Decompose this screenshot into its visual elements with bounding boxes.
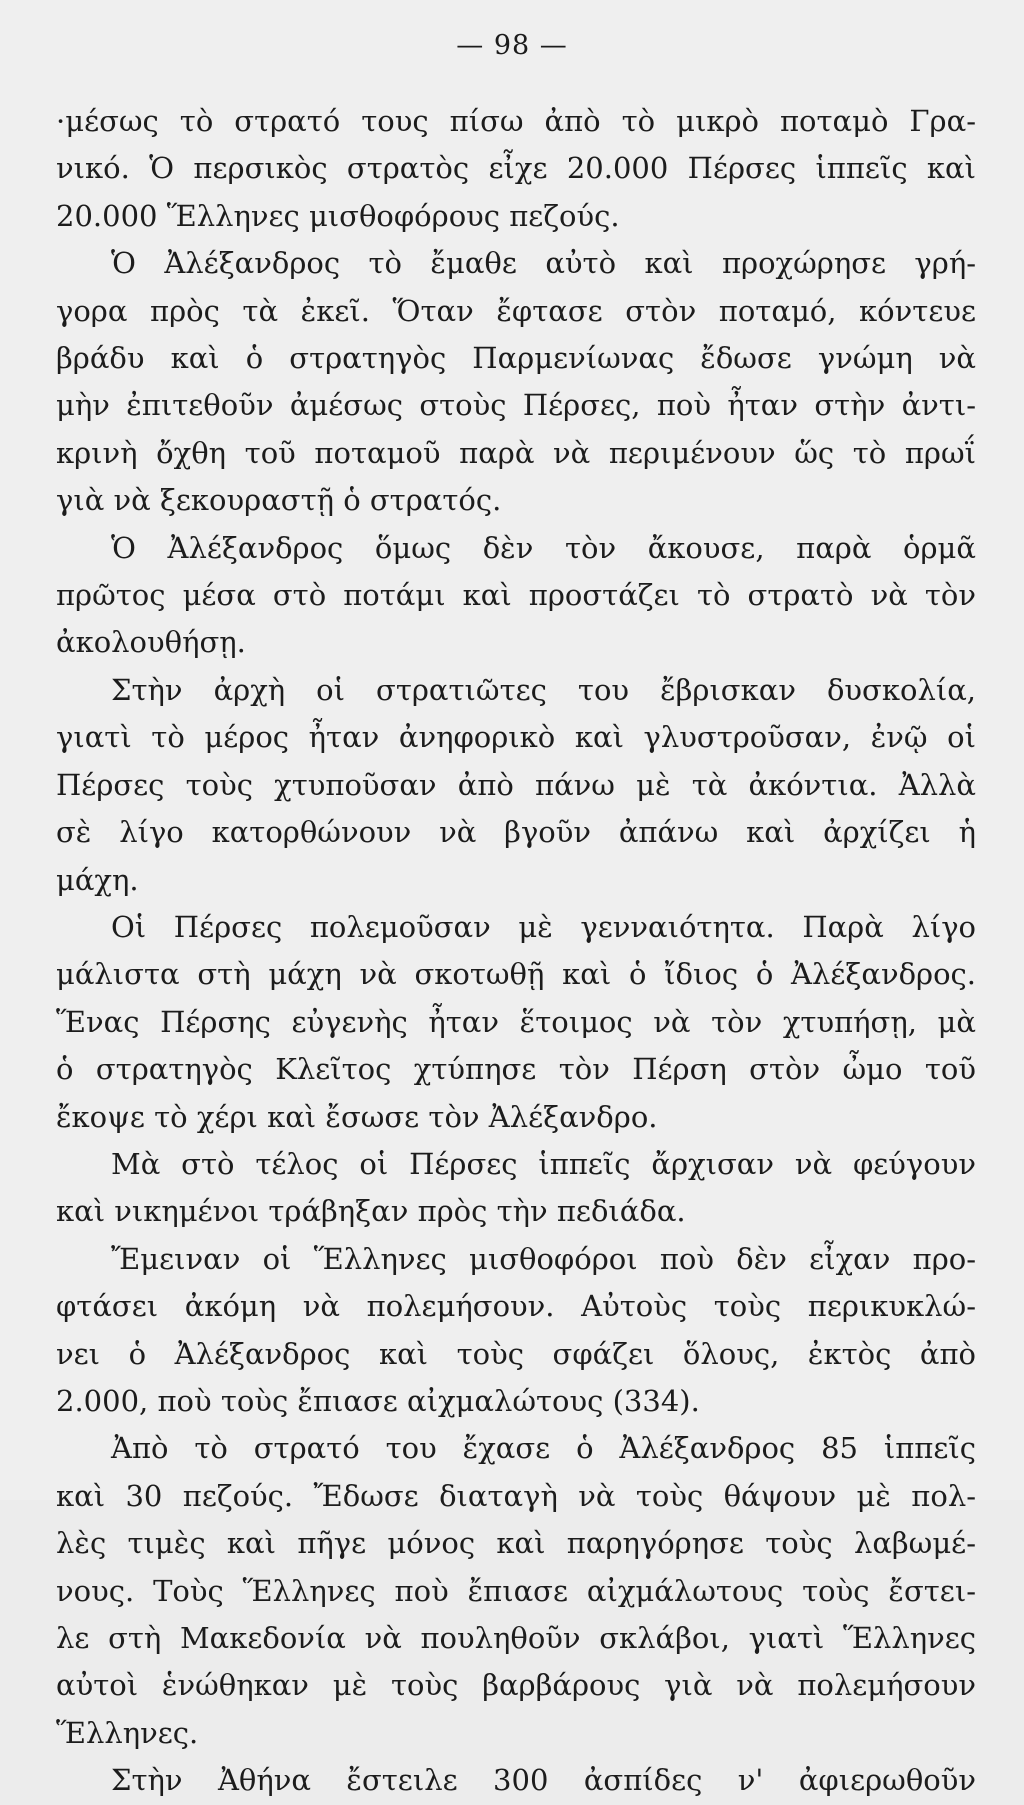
text-line: γιατὶ τὸ μέρος ἦταν ἀνηφορικὸ καὶ γλυστροῦσαν, ἐνῷ οἱ xyxy=(56,720,976,755)
text-line: σὲ λίγο κατορθώνουν νὰ βγοῦν ἀπάνω καὶ ἀρχίζει ἡ xyxy=(56,815,976,850)
text-line: γορα πρὸς τὰ ἐκεῖ. Ὅταν ἔφτασε στὸν ποταμό, κόντευε xyxy=(56,293,976,328)
text-line: Ἕλληνες. xyxy=(56,1715,199,1750)
page-number: — 98 — xyxy=(456,30,568,61)
text-line: μὴν ἐπιτεθοῦν ἀμέσως στοὺς Πέρσες, ποὺ ἦταν στὴν ἀντι- xyxy=(56,388,976,423)
text-line: νους. Τοὺς Ἕλληνες ποὺ ἔπιασε αἰχμάλωτους τοὺς ἔστει- xyxy=(56,1573,976,1608)
text-line: Ἕνας Πέρσης εὐγενὴς ἦταν ἕτοιμος νὰ τὸν χτυπήσῃ, μὰ xyxy=(56,1004,976,1039)
text-line: φτάσει ἀκόμη νὰ πολεμήσουν. Αὐτοὺς τοὺς περικυκλώ- xyxy=(56,1289,976,1324)
body-text xyxy=(56,98,976,1805)
text-line: Μὰ στὸ τέλος οἱ Πέρσες ἱππεῖς ἄρχισαν νὰ φεύγουν xyxy=(111,1146,976,1181)
text-line: πρῶτος μέσα στὸ ποτάμι καὶ προστάζει τὸ στρατὸ νὰ τὸν xyxy=(56,578,976,613)
text-line: νικό. Ὁ περσικὸς στρατὸς εἶχε 20.000 Πέρσες ἱππεῖς καὶ xyxy=(56,151,976,186)
text-line: 2.000, ποὺ τοὺς ἔπιασε αἰχμαλώτους (334). xyxy=(56,1383,700,1418)
text-line: Ὁ Ἀλέξανδρος ὅμως δὲν τὸν ἄκουσε, παρὰ ὁρμᾶ xyxy=(111,530,976,565)
text-line: Ἀπὸ τὸ στρατό του ἔχασε ὁ Ἀλέξανδρος 85 ἱππεῖς xyxy=(111,1431,976,1466)
text-line: 20.000 Ἕλληνες μισθοφόρους πεζούς. xyxy=(56,198,620,233)
text-line: καὶ 30 πεζούς. Ἔδωσε διαταγὴ νὰ τοὺς θάψουν μὲ πολ- xyxy=(56,1478,976,1513)
text-line: βράδυ καὶ ὁ στρατηγὸς Παρμενίωνας ἔδωσε γνώμη νὰ xyxy=(56,341,976,376)
text-line: Στὴν ἀρχὴ οἱ στρατιῶτες του ἔβρισκαν δυσκολία, xyxy=(111,672,976,707)
text-line: ὁ στρατηγὸς Κλεῖτος χτύπησε τὸν Πέρση στὸν ὦμο τοῦ xyxy=(56,1052,976,1087)
text-line: μάλιστα στὴ μάχη νὰ σκοτωθῇ καὶ ὁ ἴδιος ὁ Ἀλέξανδρος. xyxy=(56,957,976,992)
text-line: ἔκοψε τὸ χέρι καὶ ἔσωσε τὸν Ἀλέξανδρο. xyxy=(56,1099,658,1134)
text-line: ·μέσως τὸ στρατό τους πίσω ἀπὸ τὸ μικρὸ ποταμὸ Γρα- xyxy=(56,104,976,138)
text-line: λὲς τιμὲς καὶ πῆγε μόνος καὶ παρηγόρησε τοὺς λαβωμέ- xyxy=(56,1526,976,1561)
text-line: μάχη. xyxy=(56,862,139,897)
text-line: Οἱ Πέρσες πολεμοῦσαν μὲ γενναιότητα. Παρὰ λίγο xyxy=(111,909,976,944)
text-line: Στὴν Ἀθήνα ἔστειλε 300 ἀσπίδες ν' ἀφιερωθοῦν xyxy=(111,1763,976,1798)
text-line: αὐτοὶ ἑνώθηκαν μὲ τοὺς βαρβάρους γιὰ νὰ πολεμήσουν xyxy=(56,1668,976,1703)
text-line: καὶ νικημένοι τράβηξαν πρὸς τὴν πεδιάδα. xyxy=(56,1194,686,1229)
text-line: λε στὴ Μακεδονία νὰ πουληθοῦν σκλάβοι, γιατὶ Ἕλληνες xyxy=(56,1621,976,1655)
text-line: Ὁ Ἀλέξανδρος τὸ ἔμαθε αὐτὸ καὶ προχώρησε γρή- xyxy=(111,246,976,281)
text-line: νει ὁ Ἀλέξανδρος καὶ τοὺς σφάζει ὅλους, ἐκτὸς ἀπὸ xyxy=(56,1336,976,1371)
text-line: κρινὴ ὄχθη τοῦ ποταμοῦ παρὰ νὰ περιμένουν ὥς τὸ πρωΐ xyxy=(56,435,976,470)
text-line: Πέρσες τοὺς χτυποῦσαν ἀπὸ πάνω μὲ τὰ ἀκόντια. Ἀλλὰ xyxy=(56,767,976,802)
text-line: ἀκολουθήσῃ. xyxy=(56,625,246,660)
text-line: γιὰ νὰ ξεκουραστῇ ὁ στρατός. xyxy=(56,483,502,518)
text-line: Ἔμειναν οἱ Ἕλληνες μισθοφόροι ποὺ δὲν εἶχαν προ- xyxy=(111,1241,976,1276)
